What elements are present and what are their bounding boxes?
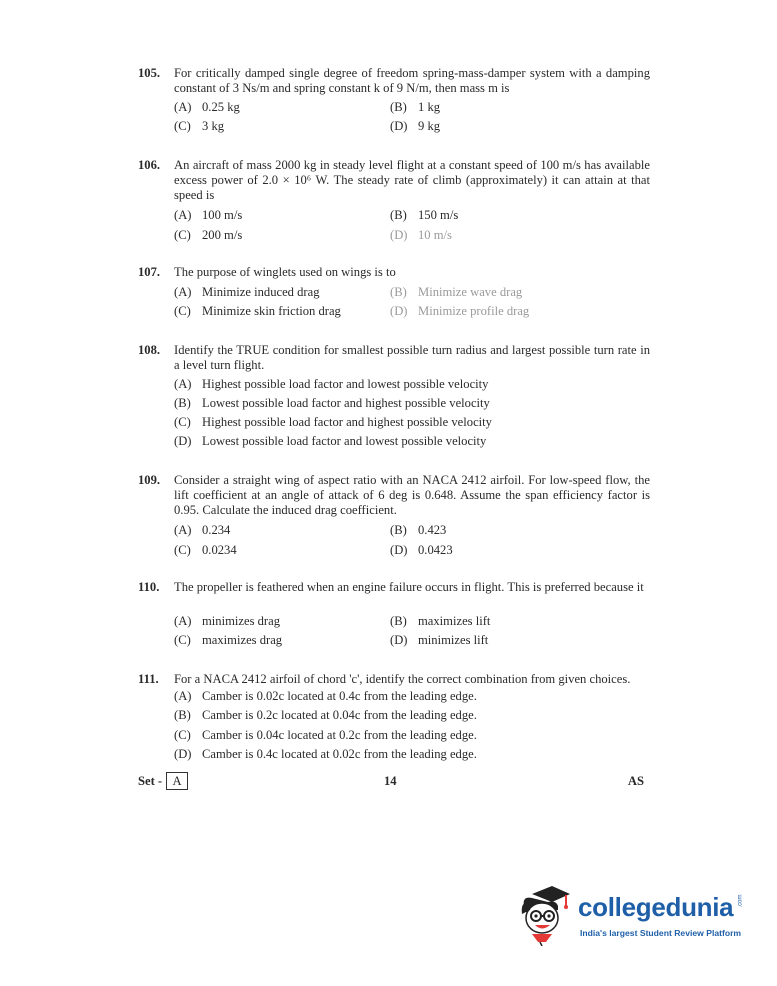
brand-tagline: India's largest Student Review Platform	[580, 928, 742, 938]
question-text: Identify the TRUE condition for smallest possible turn radius and largest possible turn rate in a level turn flight.	[174, 343, 650, 372]
option-a: (A) Highest possible load factor and lowest possible velocity	[174, 377, 489, 391]
option-b: (B) Camber is 0.2c located at 0.04c from the leading edge.	[174, 708, 477, 722]
question-number: 111.	[138, 672, 159, 686]
option-a: (A) 0.25 kg	[174, 100, 240, 114]
subject-code: AS	[627, 774, 644, 788]
option-b: (B) 150 m/s	[390, 208, 459, 222]
option-b: (B) Lowest possible load factor and highest possible velocity	[174, 396, 490, 410]
question-text: An aircraft of mass 2000 kg in steady level flight at a constant speed of 100 m/s has available excess power of 2.0 × 10⁶ W. The steady rate of climb (approximately) it can attain at that speed is	[174, 158, 650, 202]
brand-name: collegedunia	[578, 892, 734, 922]
question-number: 105.	[138, 66, 161, 80]
page-number: 14	[384, 774, 397, 788]
option-d: (D) Camber is 0.4c located at 0.02c from the leading edge.	[174, 747, 477, 761]
question-number: 106.	[138, 158, 161, 172]
set-value-box: A	[166, 772, 188, 790]
option-a: (A) Minimize induced drag	[174, 285, 320, 299]
option-d: (D) Minimize profile drag	[390, 304, 530, 318]
question-text: Consider a straight wing of aspect ratio with an NACA 2412 airfoil. For low-speed flow, the lift coefficient at an angle of attack of 6 deg is 0.648. Assume the span efficiency factor is 0.95. Calculate the induced drag coefficient.	[174, 473, 650, 517]
brand-suffix: .com	[737, 894, 744, 908]
option-d: (D) 10 m/s	[390, 228, 452, 242]
option-c: (C) 3 kg	[174, 119, 225, 133]
page-footer	[138, 772, 650, 792]
option-a: (A) 100 m/s	[174, 208, 243, 222]
option-d: (D) 9 kg	[390, 119, 441, 133]
question-text: For a NACA 2412 airfoil of chord 'c', identify the correct combination from given choices.	[174, 672, 631, 686]
option-a: (A) minimizes drag	[174, 614, 280, 628]
option-d: (D) Lowest possible load factor and lowest possible velocity	[174, 434, 487, 448]
option-b: (B) 0.423	[390, 523, 447, 537]
option-b: (B) 1 kg	[390, 100, 441, 114]
question-text: The purpose of winglets used on wings is to	[174, 265, 396, 279]
question-number: 108.	[138, 343, 161, 357]
option-a: (A) Camber is 0.02c located at 0.4c from the leading edge.	[174, 689, 477, 703]
option-a: (A) 0.234	[174, 523, 231, 537]
collegedunia-logo	[518, 884, 748, 954]
question-number: 109.	[138, 473, 161, 487]
set-label: Set -	[138, 774, 163, 788]
option-c: (C) Camber is 0.04c located at 0.2c from the leading edge.	[174, 728, 477, 742]
question-number: 107.	[138, 265, 161, 279]
question-text: For critically damped single degree of freedom spring-mass-damper system with a damping constant of 3 Ns/m and spring constant k of 9 N/m, then mass m is	[174, 66, 650, 95]
option-c: (C) 0.0234	[174, 543, 237, 557]
option-d: (D) minimizes lift	[390, 633, 489, 647]
option-c: (C) maximizes drag	[174, 633, 283, 647]
option-c: (C) 200 m/s	[174, 228, 243, 242]
option-c: (C) Minimize skin friction drag	[174, 304, 341, 318]
question-number: 110.	[138, 580, 160, 594]
option-c: (C) Highest possible load factor and highest possible velocity	[174, 415, 492, 429]
option-b: (B) maximizes lift	[390, 614, 491, 628]
question-text: The propeller is feathered when an engine failure occurs in flight. This is preferred because it	[174, 580, 644, 594]
mascot-icon	[518, 884, 574, 946]
option-b: (B) Minimize wave drag	[390, 285, 523, 299]
option-d: (D) 0.0423	[390, 543, 453, 557]
